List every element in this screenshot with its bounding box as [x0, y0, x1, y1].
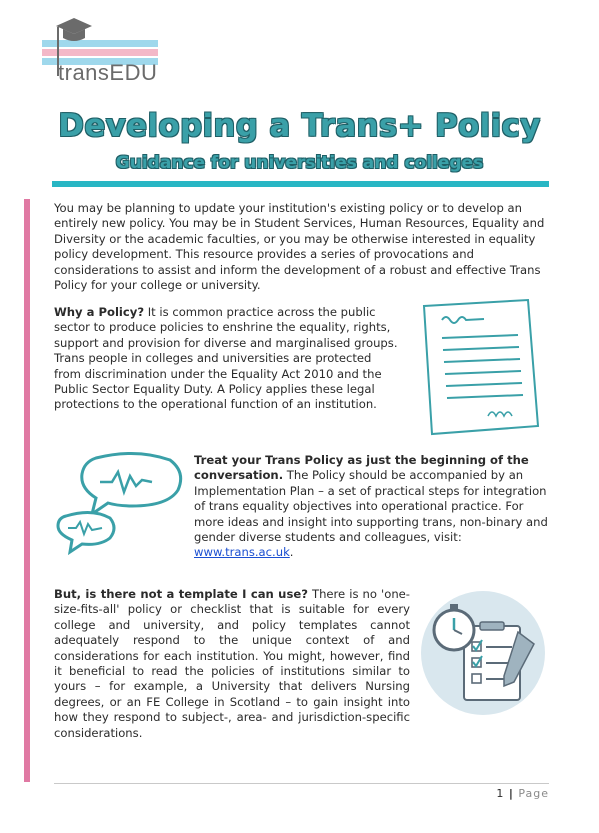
template-paragraph [54, 587, 410, 741]
speech-bubbles-icon [52, 448, 186, 558]
title-divider [52, 181, 549, 187]
intro-paragraph [54, 201, 549, 293]
page-label: Page [518, 787, 549, 800]
page-subtitle: Guidance for universities and colleges [115, 153, 484, 173]
conversation-text: The Policy should be accompanied by an Implementation Plan – a set of practical steps for integration of trans equality objectives into operational practice. For more ideas and insight into supporting trans, non-binary and gender diverse students and colleagues, visit: [194, 468, 548, 545]
side-accent-bar [24, 199, 30, 782]
stopwatch-checklist-icon [418, 588, 548, 718]
transedu-logo [36, 18, 166, 90]
why-policy-paragraph [54, 305, 400, 413]
conversation-end: . [289, 545, 294, 560]
template-heading: But, is there not a template I can use? [54, 587, 308, 601]
page-number: 1 [496, 787, 505, 800]
conversation-paragraph [194, 453, 549, 561]
why-policy-text: It is common practice across the public sector to produce policies to enshrine the equality, rights, support and provision for diverse and marginalised groups. Trans people in colleges and universities are protected from discrimination under the Equality Act 2010 and the Public Sector Equality Duty. A Policy applies these legal protections to the operational function of an institution. [54, 305, 398, 412]
trans-ac-uk-link[interactable]: www.trans.ac.uk [194, 545, 290, 560]
conversation-heading: Treat your Trans Policy as just the beginning of the conversation. [194, 453, 529, 483]
intro-text: You may be planning to update your institution's existing policy or to develop an entirely new policy. You may be in Student Services, Human Resources, Equality and Diversity or the academic faculties, or you may be otherwise interested in equality policy development. This resource provides a series of provocations and considerations to assist and inform the development of a robust and effective Trans Policy for your college or university. [54, 201, 545, 293]
document-icon [418, 298, 546, 440]
logo-text: transEDU [58, 60, 158, 85]
why-policy-heading: Why a Policy? [54, 305, 145, 319]
page-separator: | [508, 787, 514, 800]
page-title: Developing a Trans+ Policy [58, 108, 541, 144]
footer-divider [54, 783, 549, 784]
template-text: There is no 'one-size-fits-all' policy or checklist that is suitable for every college and university, and policy templates cannot adequately respond to the unique context of and considerations for each institution. You might, however, find it beneficial to read the policies of institutions similar to yours – for example, a University that delivers Nursing degrees, or an FE College in Scotland – to gain insight into how they respond to subject-, area- and jurisdiction-specific considerations. [54, 587, 410, 740]
page-footer [496, 787, 549, 800]
